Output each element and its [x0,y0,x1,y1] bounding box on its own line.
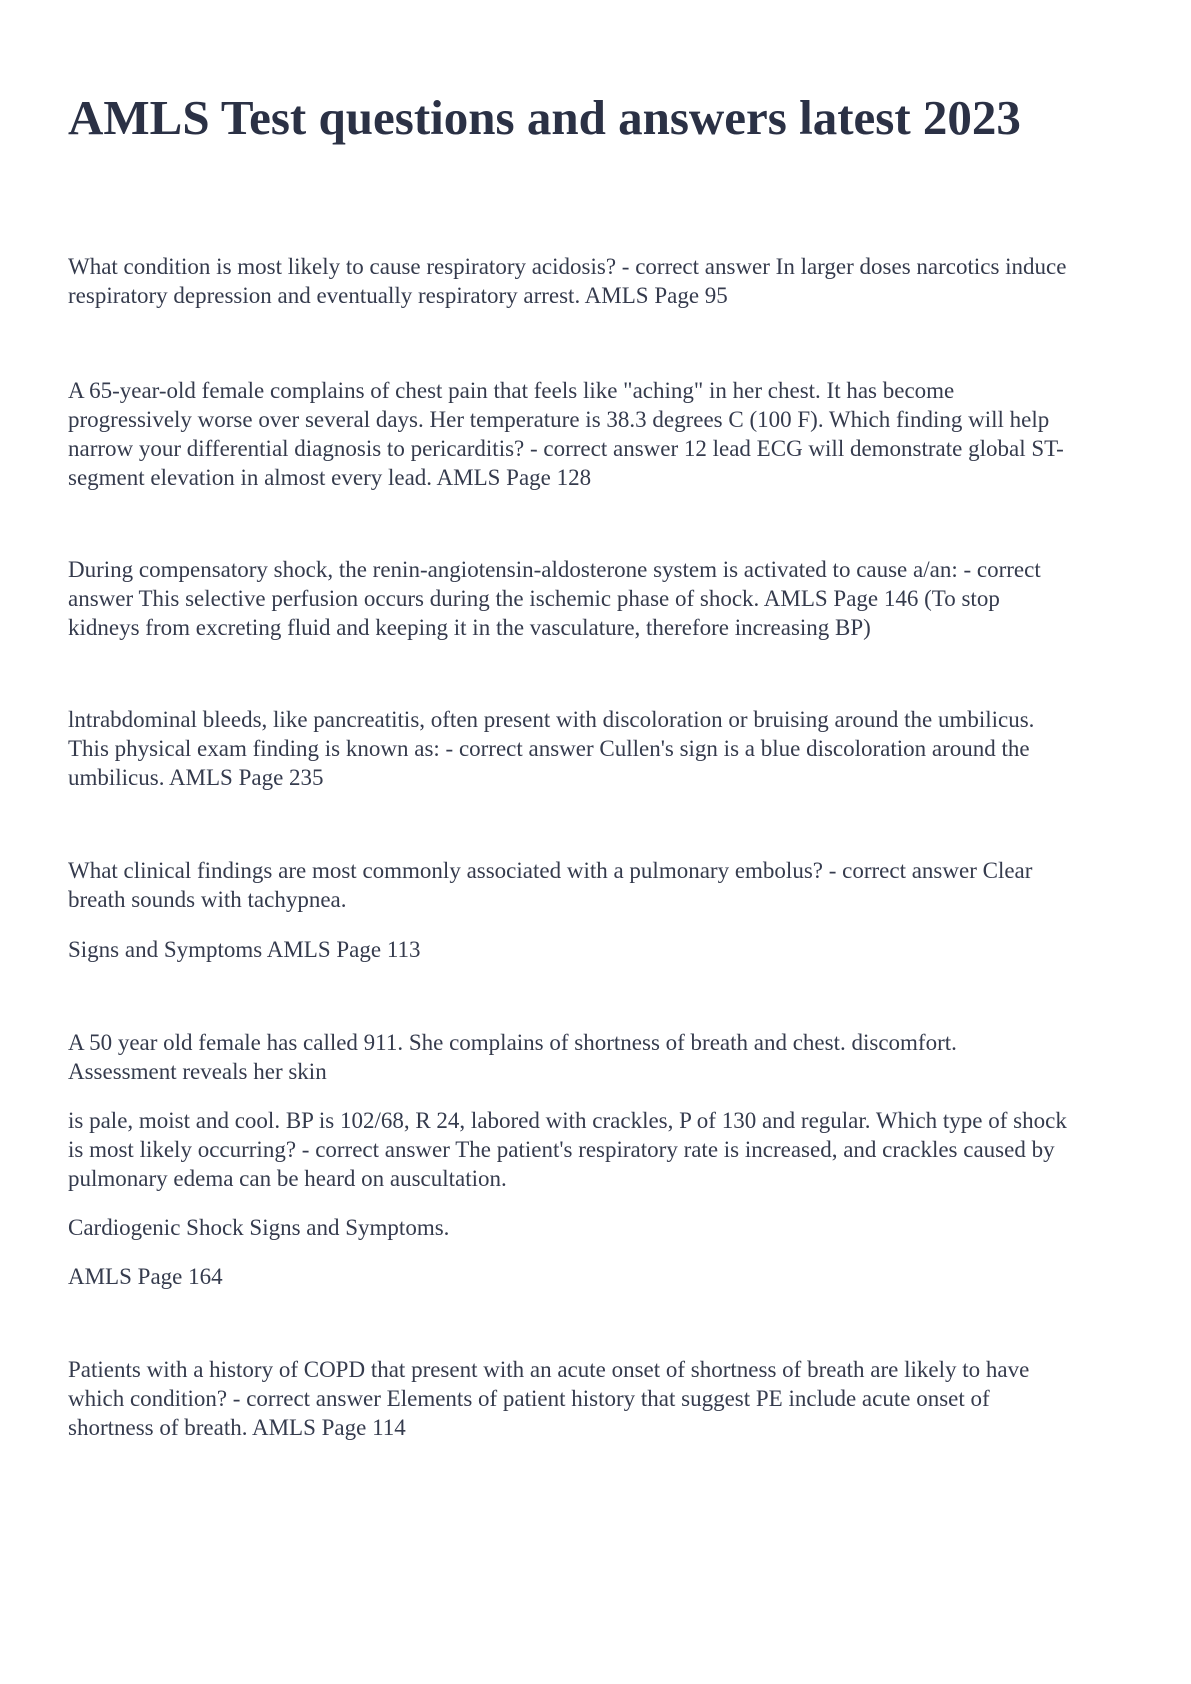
qa-paragraph-4 [68,705,1128,792]
qa-paragraph-11 [68,1355,1128,1442]
text-line: is most likely occurring? - correct answer The patient's respiratory rate is increased, and crackles caused by [68,1137,1055,1162]
text-line: A 50 year old female has called 911. She complains of shortness of breath and chest. discomfort. [68,1030,957,1055]
text-line: During compensatory shock, the renin-angiotensin-aldosterone system is activated to cause a/an: - correct [68,557,1041,582]
qa-paragraph-9 [68,1213,1128,1242]
qa-paragraph-1 [68,252,1128,310]
qa-paragraph-6 [68,935,1128,964]
text-line: is pale, moist and cool. BP is 102/68, R 24, labored with crackles, P of 130 and regular. Which type of shock [68,1108,1067,1133]
text-line: umbilicus. AMLS Page 235 [68,765,324,790]
qa-paragraph-10 [68,1262,1128,1291]
text-line: respiratory depression and eventually respiratory arrest. AMLS Page 95 [68,283,728,308]
text-line: segment elevation in almost every lead. AMLS Page 128 [68,465,592,490]
text-line: Patients with a history of COPD that present with an acute onset of shortness of breath are likely to have [68,1357,1030,1382]
qa-paragraph-2 [68,376,1128,492]
text-line: lntrabdominal bleeds, like pancreatitis, often present with discoloration or bruising around the umbilicus. [68,707,1035,732]
text-line: What condition is most likely to cause respiratory acidosis? - correct answer In larger doses narcotics induce [68,254,1067,279]
text-line: kidneys from excreting fluid and keeping it in the vasculature, therefore increasing BP) [68,615,871,640]
qa-paragraph-8 [68,1106,1128,1193]
text-line: breath sounds with tachypnea. [68,887,347,912]
qa-paragraph-3 [68,555,1128,642]
text-line: narrow your differential diagnosis to pericarditis? - correct answer 12 lead ECG will demonstrate global ST- [68,436,1064,461]
text-line: AMLS Page 164 [68,1264,223,1289]
text-line: Signs and Symptoms AMLS Page 113 [68,937,421,962]
text-line: A 65-year-old female complains of chest pain that feels like "aching" in her chest. It has become [68,378,955,403]
text-line: Assessment reveals her skin [68,1059,327,1084]
text-line: progressively worse over several days. Her temperature is 38.3 degrees C (100 F). Which finding will help [68,407,1050,432]
document-title: AMLS Test questions and answers latest 2023 [68,90,1021,145]
text-line: answer This selective perfusion occurs during the ischemic phase of shock. AMLS Page 146 (To stop [68,586,1000,611]
text-line: Cardiogenic Shock Signs and Symptoms. [68,1215,450,1240]
text-line: This physical exam finding is known as: - correct answer Cullen's sign is a blue discoloration around the [68,736,1030,761]
text-line: which condition? - correct answer Elements of patient history that suggest PE include acute onset of [68,1386,990,1411]
text-line: What clinical findings are most commonly associated with a pulmonary embolus? - correct answer Clear [68,858,1033,883]
text-line: pulmonary edema can be heard on auscultation. [68,1166,507,1191]
qa-paragraph-5 [68,856,1128,914]
text-line: shortness of breath. AMLS Page 114 [68,1415,406,1440]
qa-paragraph-7 [68,1028,1128,1086]
